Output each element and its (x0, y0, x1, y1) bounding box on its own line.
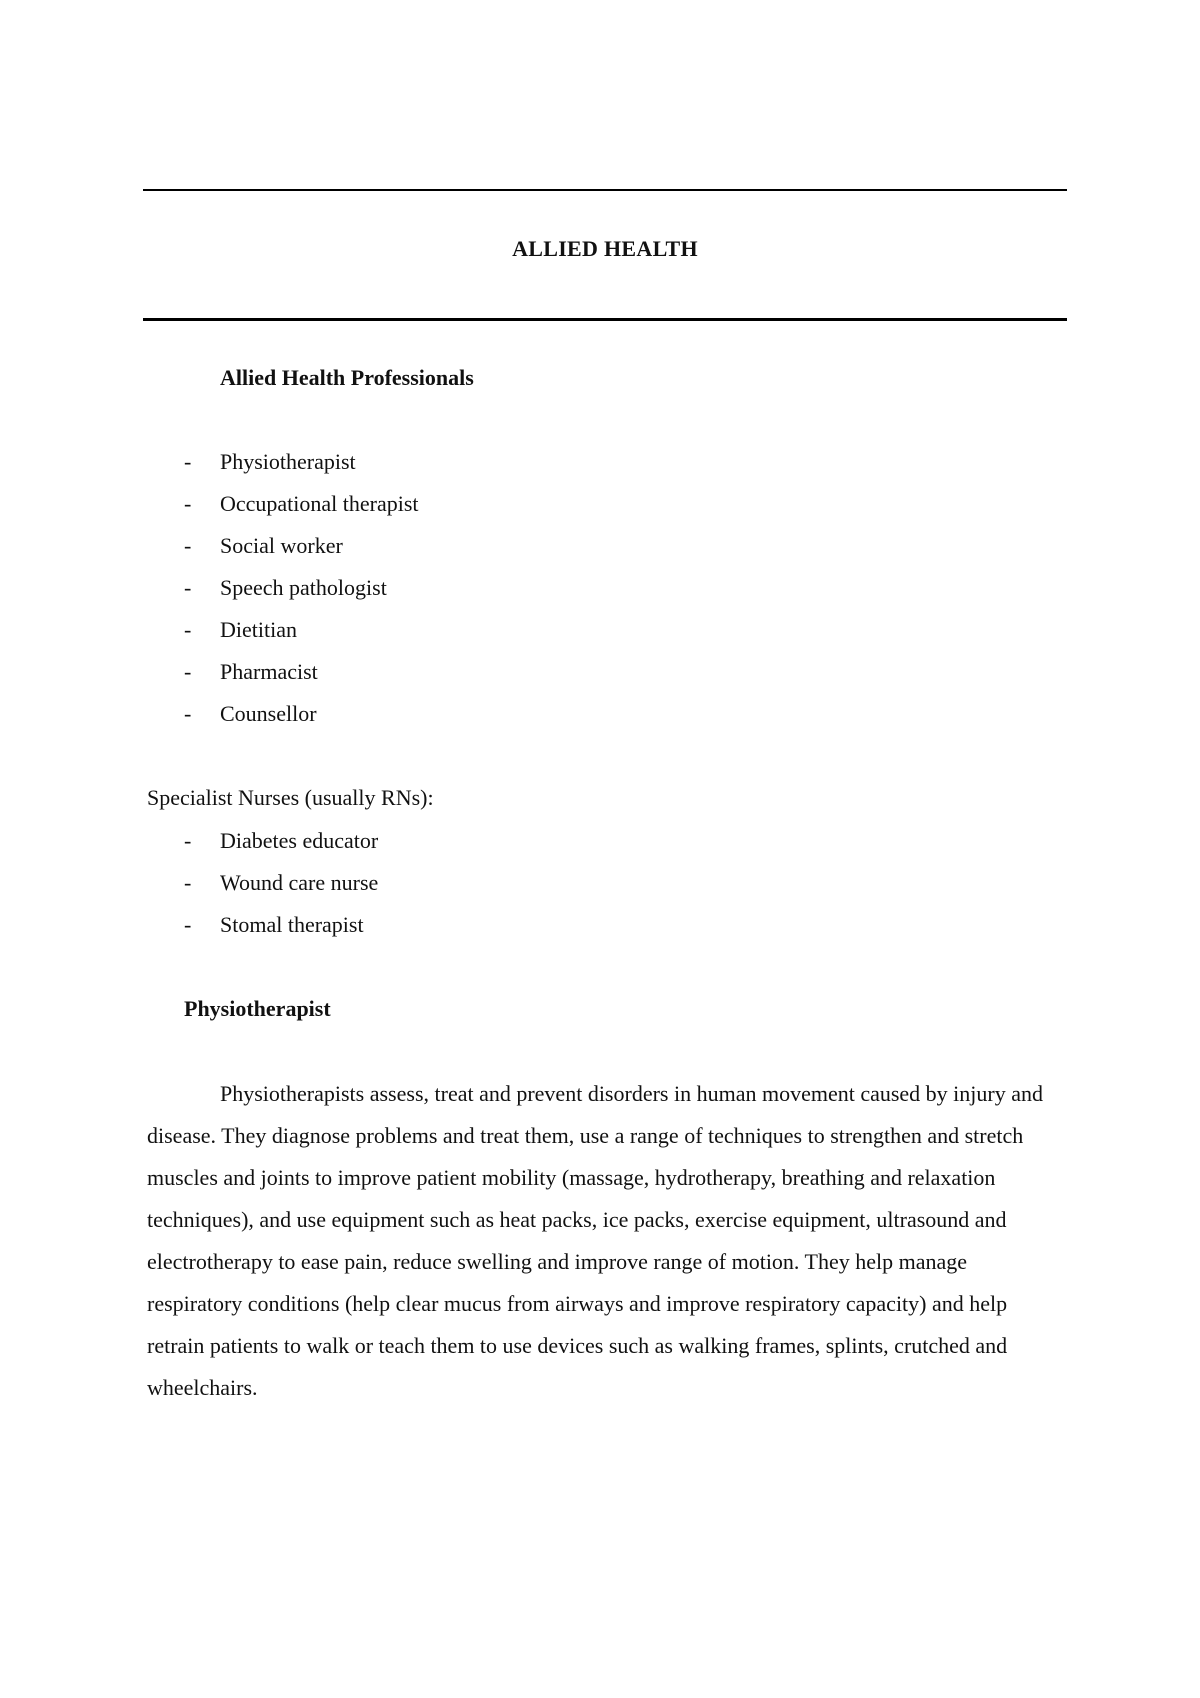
list-item (184, 820, 378, 862)
list-item (184, 651, 419, 693)
list-item-label: Physiotherapist (220, 449, 356, 474)
top-rule (143, 189, 1067, 191)
list-item-label: Speech pathologist (220, 575, 387, 600)
list-item (184, 862, 378, 904)
dash-marker: - (184, 617, 192, 642)
bottom-rule (143, 318, 1067, 321)
list-item (184, 609, 419, 651)
list-item-label: Occupational therapist (220, 491, 419, 516)
list-item-label: Diabetes educator (220, 828, 379, 853)
list-item-label: Counsellor (220, 701, 317, 726)
page-title: ALLIED HEALTH (512, 236, 698, 261)
list-item-label: Wound care nurse (220, 870, 379, 895)
list-item-label: Dietitian (220, 617, 297, 642)
list-item-label: Social worker (220, 533, 343, 558)
nurses-intro: Specialist Nurses (usually RNs): (147, 785, 434, 810)
list-item (184, 693, 419, 735)
list-item (184, 525, 419, 567)
dash-marker: - (184, 491, 192, 516)
list-item-label: Pharmacist (220, 659, 318, 684)
professionals-list (184, 441, 419, 735)
nurses-list (184, 820, 378, 946)
dash-marker: - (184, 659, 192, 684)
list-item-label: Stomal therapist (220, 912, 364, 937)
list-item (184, 441, 419, 483)
professionals-heading: Allied Health Professionals (220, 365, 474, 390)
list-item (184, 483, 419, 525)
dash-marker: - (184, 575, 192, 600)
dash-marker: - (184, 870, 192, 895)
dash-marker: - (184, 828, 192, 853)
list-item (184, 904, 378, 946)
dash-marker: - (184, 533, 192, 558)
list-item (184, 567, 419, 609)
physio-paragraph: Physiotherapists assess, treat and prevent disorders in human movement caused by injury and disease. They diagnose problems and treat them, use a range of techniques to strengthen and stretch muscles and joints to improve patient mobility (massage, hydrotherapy, breathing and relaxation techniques), and use equipment such as heat packs, ice packs, exercise equipment, ultrasound and electrotherapy to ease pain, reduce swelling and improve range of motion. They help manage respiratory conditions (help clear mucus from airways and improve respiratory capacity) and help retrain patients to walk or teach them to use devices such as walking frames, splints, crutched and wheelchairs. (147, 1081, 1043, 1400)
dash-marker: - (184, 912, 192, 937)
dash-marker: - (184, 701, 192, 726)
dash-marker: - (184, 449, 192, 474)
physio-heading: Physiotherapist (184, 996, 331, 1021)
